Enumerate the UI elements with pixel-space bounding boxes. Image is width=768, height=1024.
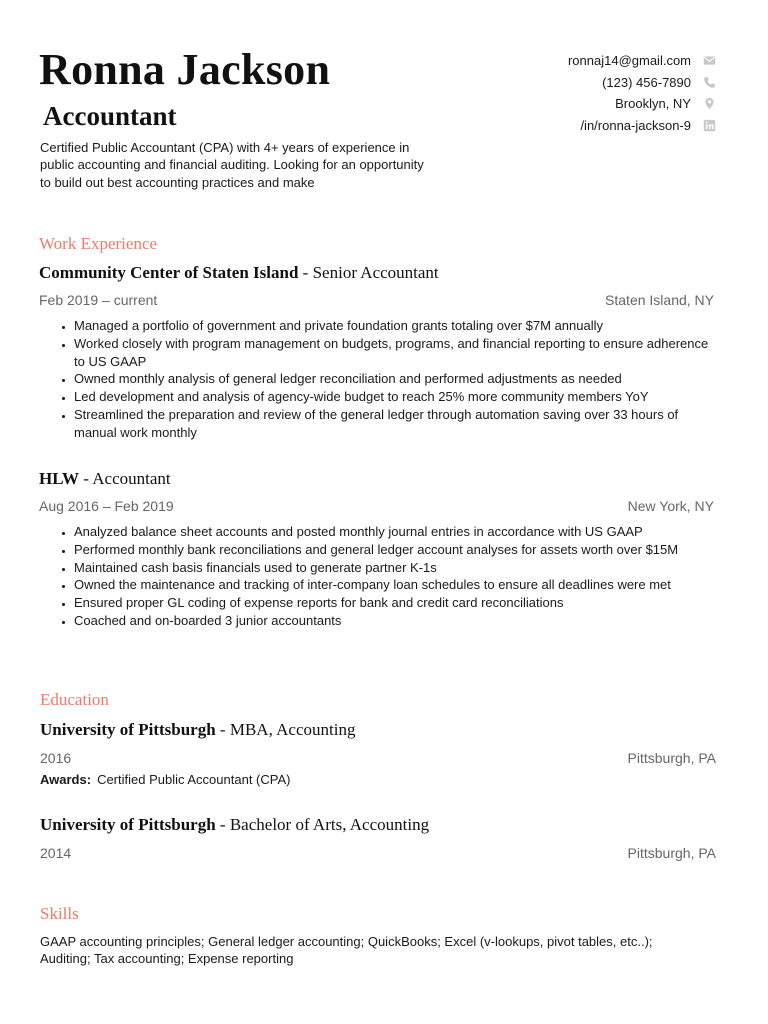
job-heading <box>39 262 714 284</box>
awards-value: Certified Public Accountant (CPA) <box>97 772 291 787</box>
education-meta <box>40 844 716 862</box>
skills-heading: Skills <box>40 904 79 923</box>
list-item: • Maintained cash basis financials used to generate partner K-1s <box>74 559 714 577</box>
job-role: Senior Accountant <box>312 263 439 282</box>
list-item: • Led development and analysis of agency-wide budget to reach 25% more community members YoY <box>74 388 714 406</box>
job-separator: - <box>79 469 93 488</box>
job-meta <box>39 291 714 309</box>
job-dates: Feb 2019 – current <box>39 292 158 308</box>
job-company: Community Center of Staten Island <box>39 263 299 282</box>
job-separator: - <box>298 263 313 282</box>
list-item: • Ensured proper GL coding of expense reports for bank and credit card reconciliations <box>74 594 714 612</box>
job-location: Staten Island, NY <box>605 292 714 308</box>
list-item: • Worked closely with program management on budgets, programs, and financial reporting to ensure adherence to US GAAP <box>74 335 714 371</box>
job-location: New York, NY <box>627 498 714 514</box>
list-item: • Owned monthly analysis of general ledger reconciliation and performed adjustments as needed <box>74 370 714 388</box>
list-item: • Owned the maintenance and tracking of inter-company loan schedules to ensure all deadlines were met <box>74 576 714 594</box>
list-item: • Managed a portfolio of government and private foundation grants totaling over $7M annually <box>74 317 714 335</box>
contact-location: Brooklyn, NY <box>615 96 691 112</box>
linkedin-icon <box>703 119 716 132</box>
education-separator: - <box>215 720 230 739</box>
education-school: University of Pittsburgh <box>40 815 216 834</box>
skills-list: GAAP accounting principles; General ledger accounting; QuickBooks; Excel (v-lookups, pivot tables, etc..); Auditing; Tax accounting; Expense reporting <box>40 934 653 966</box>
education-location: Pittsburgh, PA <box>627 845 716 861</box>
contact-phone[interactable]: (123) 456-7890 <box>602 74 691 90</box>
education-heading-line <box>40 814 716 836</box>
education-heading-line <box>40 719 716 741</box>
contact-phone-row <box>456 72 716 94</box>
job-heading <box>39 468 714 490</box>
education-entry <box>40 814 716 862</box>
job-role: Accountant <box>92 469 171 488</box>
list-item: • Coached and on-boarded 3 junior accountants <box>74 612 714 630</box>
contact-email[interactable]: ronnaj14@gmail.com <box>567 53 691 69</box>
map-pin-icon <box>703 97 716 110</box>
education-year: 2014 <box>40 845 72 861</box>
contact-linkedin[interactable]: /in/ronna-jackson-9 <box>580 117 691 133</box>
job-entry <box>39 262 714 442</box>
education-degree: MBA, Accounting <box>229 720 356 739</box>
education-degree: Bachelor of Arts, Accounting <box>229 815 430 834</box>
contact-location-row <box>456 93 716 115</box>
job-dates: Aug 2016 – Feb 2019 <box>39 498 174 514</box>
education-heading: Education <box>40 690 109 709</box>
work-experience-heading: Work Experience <box>39 234 158 253</box>
contact-email-row <box>456 50 716 72</box>
job-entry <box>39 468 714 630</box>
job-company: HLW <box>39 469 80 488</box>
contact-block <box>456 50 716 136</box>
list-item: • Analyzed balance sheet accounts and posted monthly journal entries in accordance with US GAAP <box>74 523 714 541</box>
education-year: 2016 <box>40 750 72 766</box>
education-separator: - <box>215 815 230 834</box>
contact-linkedin-row <box>456 115 716 137</box>
education-entry <box>40 719 716 788</box>
job-bullets <box>39 317 714 442</box>
envelope-icon <box>703 54 716 67</box>
professional-summary: Certified Public Accountant (CPA) with 4+ years of experience in public accounting and financial auditing. Looking for an opportunity to build out best accounting practices and make <box>40 140 424 190</box>
list-item: • Performed monthly bank reconciliations and general ledger account analyses for assets worth over $15M <box>74 541 714 559</box>
job-bullets <box>39 523 714 630</box>
candidate-name: Ronna Jackson <box>39 45 331 94</box>
phone-icon <box>703 76 716 89</box>
list-item: • Streamlined the preparation and review of the general ledger through automation saving over 33 hours of manual work monthly <box>74 406 714 442</box>
job-meta <box>39 497 714 515</box>
education-school: University of Pittsburgh <box>40 720 216 739</box>
education-awards <box>40 771 716 788</box>
candidate-title: Accountant <box>43 101 177 131</box>
education-location: Pittsburgh, PA <box>627 750 716 766</box>
education-meta <box>40 749 716 767</box>
awards-label: Awards: <box>40 772 92 787</box>
